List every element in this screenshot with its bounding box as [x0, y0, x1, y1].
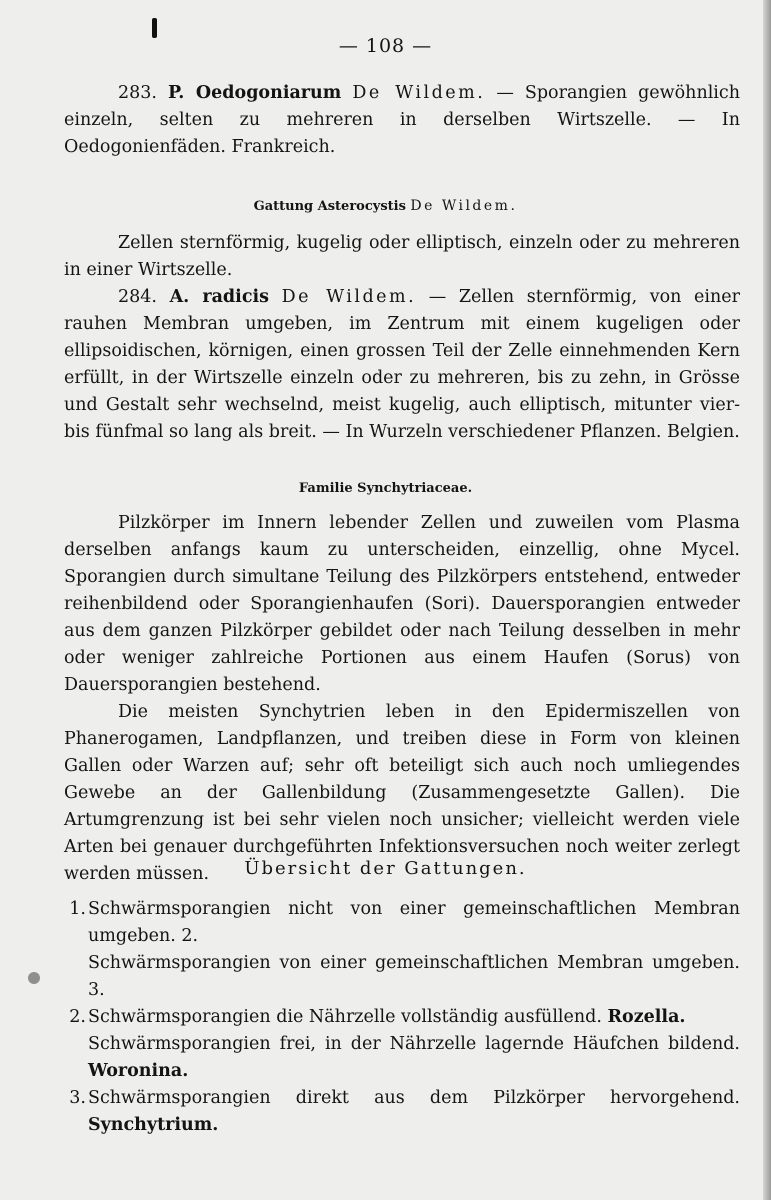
key-number: 1. — [69, 899, 86, 919]
key-text: Schwärmsporangien von einer gemeinschaftlichen Membran umgeben. 3. — [88, 953, 740, 1000]
entry-number: 283. — [118, 83, 157, 103]
entry-text: — Sporangien gewöhnlich einzeln, selten zu mehreren in derselben Wirtszelle. — In Oedogonienfäden. Frankreich. — [64, 83, 740, 157]
key-genus-synchytrium: Synchytrium. — [88, 1115, 219, 1135]
key-couplet-2b — [64, 1031, 740, 1085]
entry-number: 284. — [118, 287, 157, 307]
overview-title: Übersicht der Gattungen. — [244, 858, 527, 879]
key-couplet-1b — [64, 950, 740, 1004]
key-genus-woronina: Woronina. — [88, 1061, 189, 1081]
entry-text: — Zellen sternförmig, von einer rauhen Membran umgeben, im Zentrum mit einem kugeligen oder ellipsoidischen, körnigen, einen grossen Teil der Zelle einnehmenden Kern erfüllt, in der Wirtszelle einzeln oder zu mehreren, bis zu zehn, in Grösse und Gestalt sehr wechselnd, meist kugelig, auch elliptisch, mitunter vier- bis fünfmal so lang als breit. — In Wurzeln verschiedener Pflanzen. Belgien. — [64, 287, 740, 442]
key-couplet-1a — [64, 896, 740, 950]
genus-heading — [0, 198, 771, 214]
key-couplet-3 — [64, 1085, 740, 1139]
key-text: Schwärmsporangien nicht von einer gemeinschaftlichen Membran umgeben. 2. — [88, 899, 740, 946]
scan-smudge — [28, 972, 40, 984]
page-edge-shadow — [763, 0, 771, 1200]
family-title: Familie Synchytriaceae. — [298, 481, 473, 496]
key-text: Schwärmsporangien frei, in der Nährzelle lagernde Häufchen bildend. — [88, 1034, 740, 1054]
species-name: A. radicis — [169, 287, 269, 307]
genus-title: Gattung Asterocystis — [253, 199, 406, 214]
family-description — [64, 510, 740, 888]
page-number: — 108 — — [338, 35, 433, 57]
genus-key — [64, 896, 740, 1139]
species-author: De Wildem. — [281, 287, 417, 307]
entry-284 — [64, 284, 740, 446]
key-text: Schwärmsporangien direkt aus dem Pilzkörper hervorgehend. — [88, 1088, 740, 1108]
species-name: P. Oedogoniarum — [168, 83, 342, 103]
key-genus-rozella: Rozella. — [607, 1007, 686, 1027]
family-paragraph-1: Pilzkörper im Innern lebender Zellen und zuweilen vom Plasma derselben anfangs kaum zu unterscheiden, einzellig, ohne Mycel. Sporangien durch simultane Teilung des Pilzkörpers entstehend, entweder reihenbildend oder Sporangienhaufen (Sori). Dauersporangien entweder aus dem ganzen Pilzkörper gebildet oder nach Teilung desselben in mehr oder weniger zahlreiche Portionen aus einem Haufen (Sorus) von Dauersporangien bestehend. — [64, 513, 740, 695]
key-text: Schwärmsporangien die Nährzelle vollständig ausfüllend. — [88, 1007, 602, 1027]
entry-283 — [64, 80, 740, 161]
species-author: De Wildem. — [352, 83, 486, 103]
genus-author: De Wildem. — [410, 198, 518, 214]
genus-description — [64, 230, 740, 446]
family-heading — [0, 480, 771, 496]
key-number: 3. — [69, 1088, 86, 1108]
family-paragraph-2: Die meisten Synchytrien leben in den Epidermiszellen von Phanerogamen, Landpflanzen, und treiben diese in Form von kleinen Gallen oder Warzen auf; sehr oft beteiligt sich auch noch umliegendes Gewebe an der Gallenbildung (Zusammengesetzte Gallen). Die Artumgrenzung ist bei sehr vielen noch unsicher; vielleicht werden viele Arten bei genauer durchgeführten Infektionsversuchen noch weiter zerlegt werden müssen. — [64, 702, 740, 884]
genus-desc-text: Zellen sternförmig, kugelig oder elliptisch, einzeln oder zu mehreren in einer Wirtszelle. — [64, 233, 740, 280]
key-couplet-2a — [64, 1004, 740, 1031]
key-number: 2. — [69, 1007, 86, 1027]
